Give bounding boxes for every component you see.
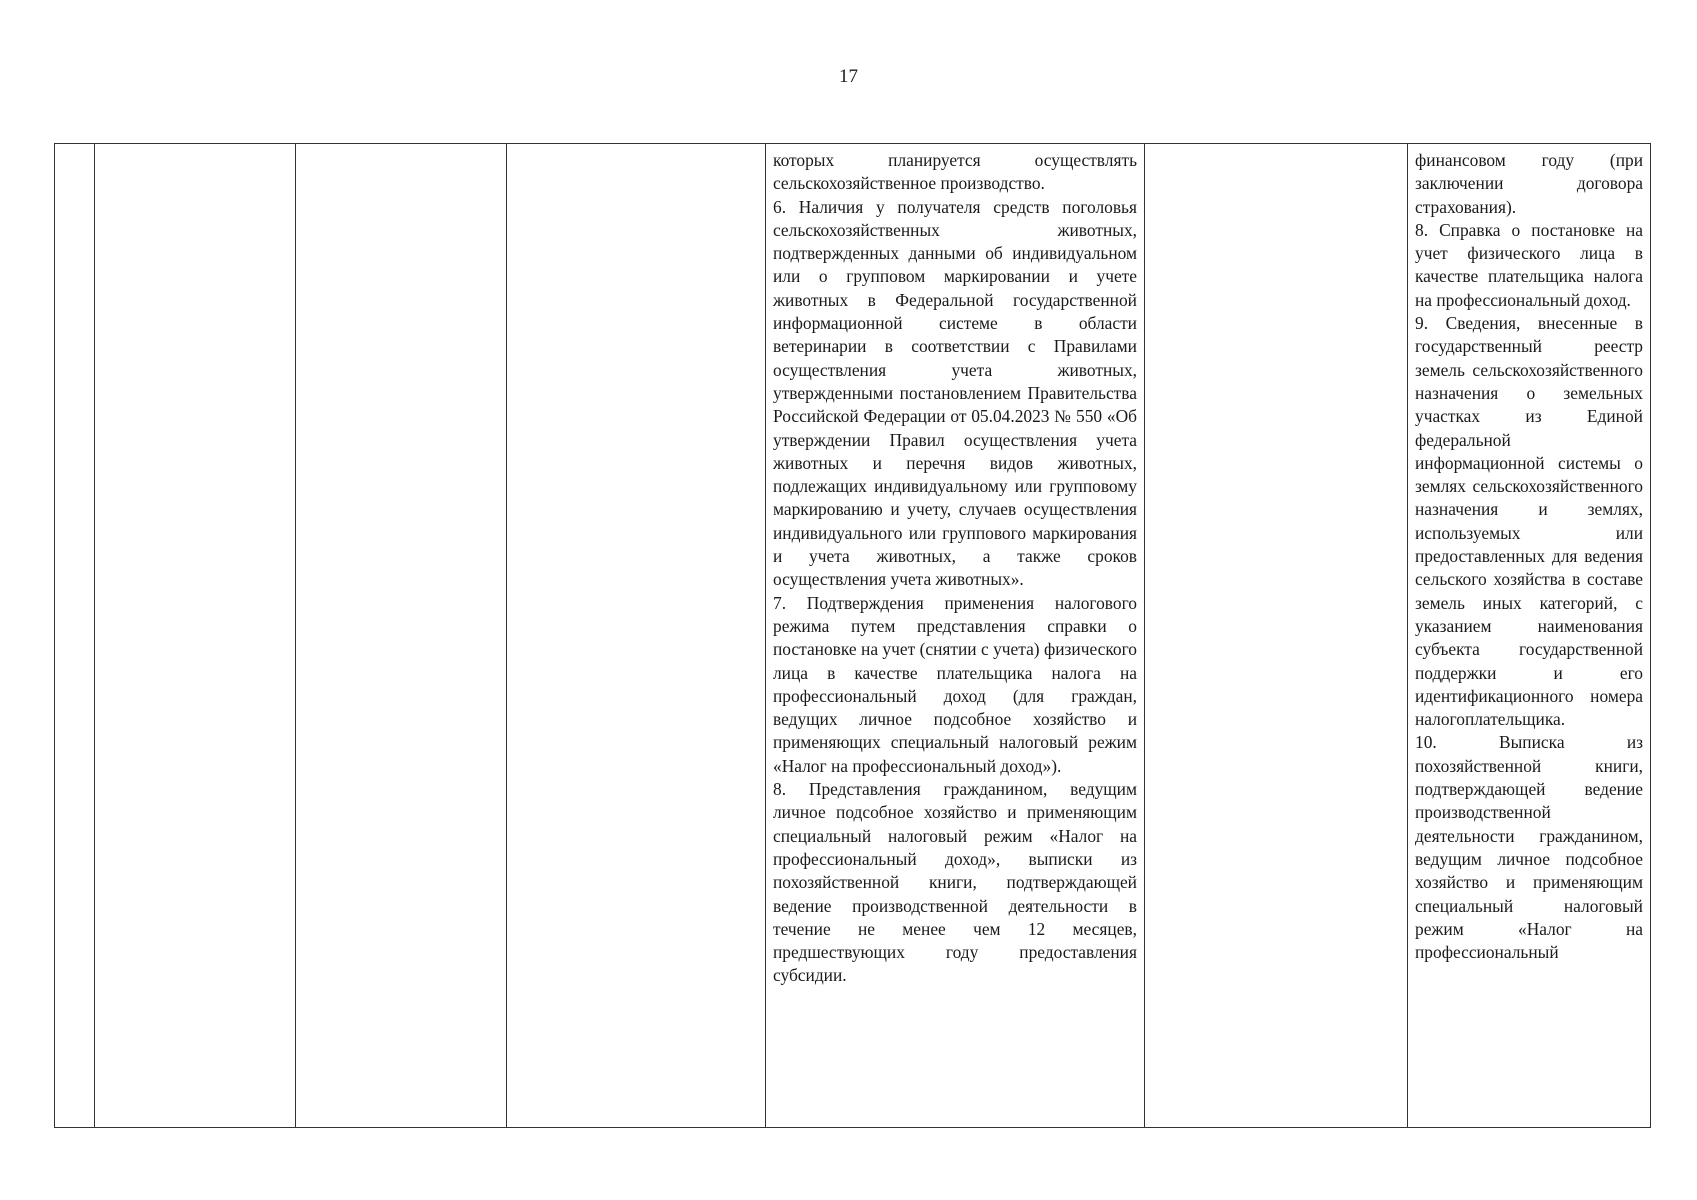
table-cell-conditions [766,144,1145,1128]
documents-paragraph: 10. Выписка из похозяйственной книги, подтверждающей ведение производственной деятельности гражданином, ведущим личное подсобное хозяйство и применяющим специальный налоговый режим «Налог на профессиональный [1415,732,1643,963]
page-number: 17 [839,66,858,87]
documents-paragraph: 8. Справка о постановке на учет физического лица в качестве плательщика налога на профессиональный доход. [1415,219,1643,310]
table-cell-column-6 [1145,144,1408,1128]
conditions-paragraph: которых планируется осуществлять сельскохозяйственное производство. [773,150,1137,194]
conditions-paragraph: 8. Представления гражданином, ведущим личное подсобное хозяйство и применяющим специальный налоговый режим «Налог на профессиональный доход», выписки из похозяйственной книги, подтверждающей ведение производственной деятельности в течение не менее чем 12 месяцев, предшествующих году предоставления субсидии. [773,779,1137,986]
table-row [55,144,1651,1128]
table-cell-column-2 [95,144,296,1128]
conditions-text [773,149,1137,988]
table-cell-column-3 [296,144,507,1128]
document-table [54,143,1651,1128]
table-cell-documents [1408,144,1651,1128]
conditions-paragraph: 6. Наличия у получателя средств поголовья сельскохозяйственных животных, подтвержденных данными об индивидуальном или о групповом маркировании и учете животных в Федеральной государственной информационной системе в области ветеринарии в соответствии с Правилами осуществления учета животных, утвержденными постановлением Правительства Российской Федерации от 05.04.2023 № 550 «Об утверждении Правил осуществления учета животных и перечня видов животных, подлежащих индивидуальному или групповому маркированию и учету, случаев осуществления индивидуального или группового маркирования и учета животных, а также сроков осуществления учета животных». [773,196,1137,590]
documents-paragraph: 9. Сведения, внесенные в государственный реестр земель сельскохозяйственного назначения о земельных участках из Единой федеральной информационной системы о землях сельскохозяйственного назначения и землях, используемых или предоставленных для ведения сельского хозяйства в составе земель иных категорий, с указанием наименования субъекта государственной поддержки и его идентификационного номера налогоплательщика. [1415,313,1643,730]
documents-paragraph: финансовом году (при заключении договора страхования). [1415,150,1643,217]
table-cell-number [55,144,95,1128]
table-cell-column-4 [507,144,766,1128]
documents-text [1415,149,1643,964]
conditions-paragraph: 7. Подтверждения применения налогового режима путем представления справки о постановке на учет (снятии с учета) физического лица в качестве плательщика налога на профессиональный доход (для граждан, ведущих личное подсобное хозяйство и применяющих специальный налоговый режим «Налог на профессиональный доход»). [773,592,1137,776]
